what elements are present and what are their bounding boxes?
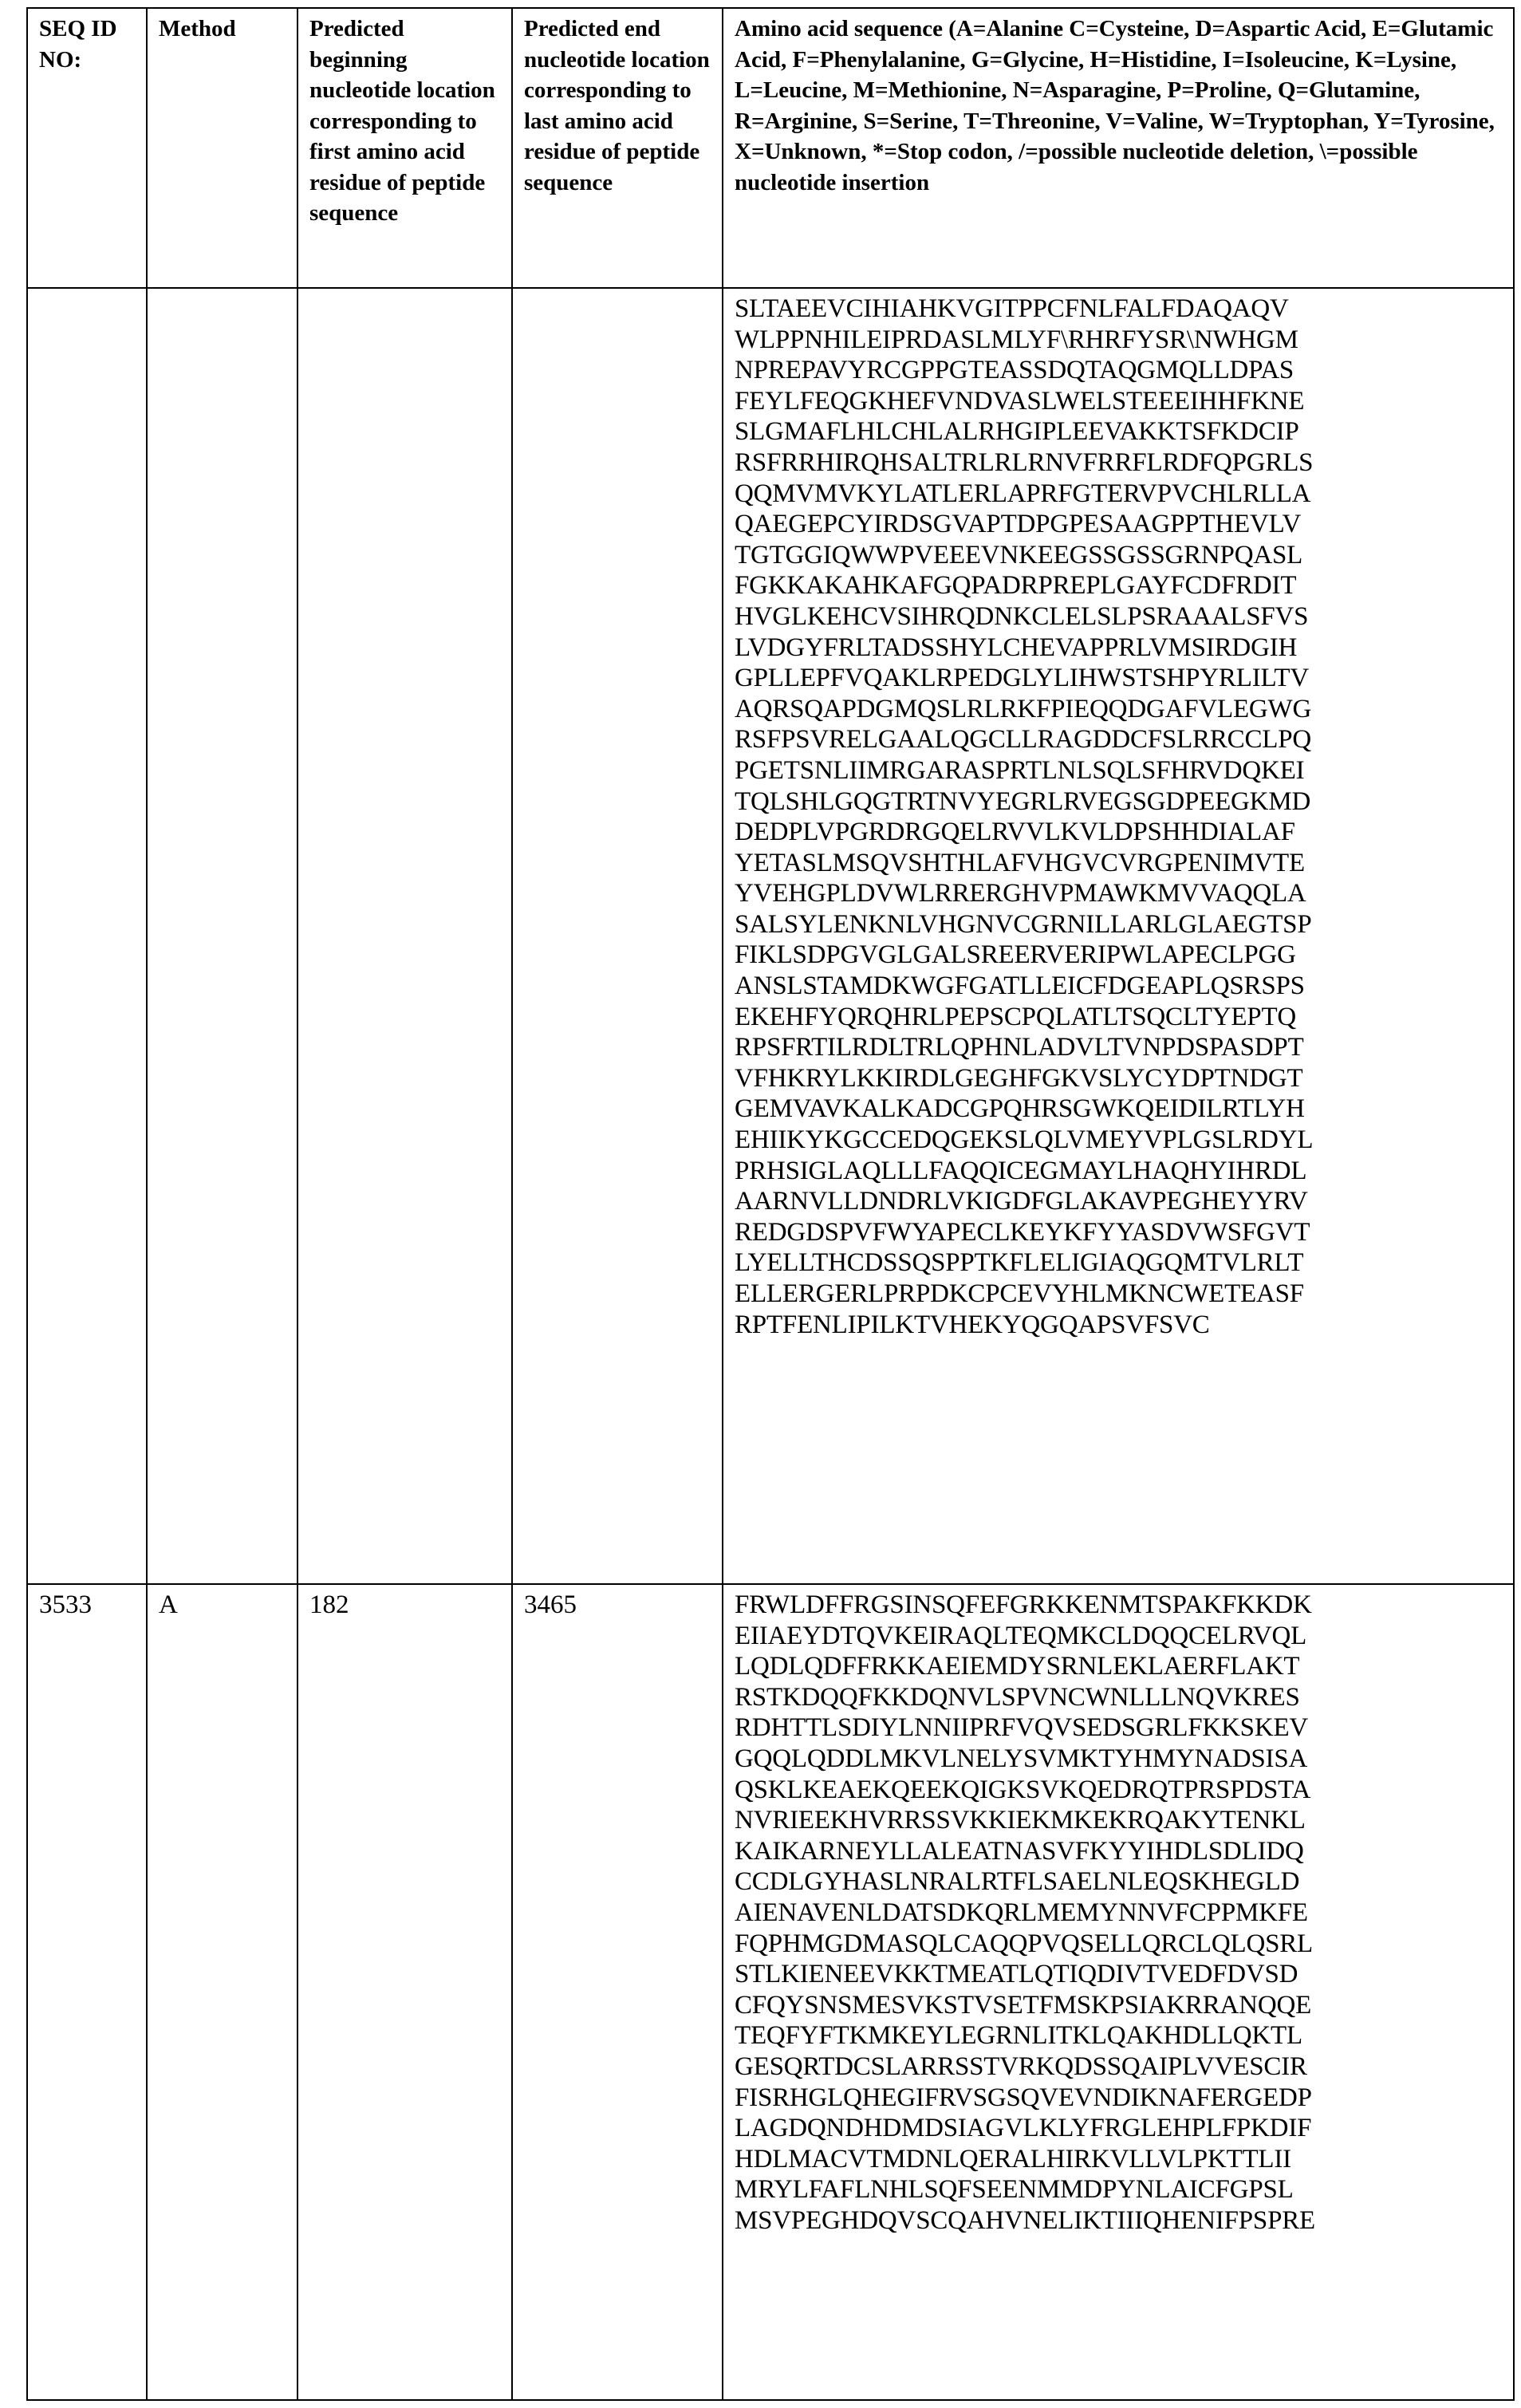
sequence-line: LYELLTHCDSSQSPPTKFLELIGIAQGQMTVLRLT <box>735 1248 1304 1278</box>
sequence-line: QAEGEPCYIRDSGVAPTDPGPESAAGPPTHEVLV <box>735 510 1302 539</box>
header-amino-acid-sequence: Amino acid sequence (A=Alanine C=Cysteine, D=Aspartic Acid, E=Glutamic Acid, F=Phenylalanine, G=Glycine, H=Histidine, I=Isoleucine, K=Lysine, L=Leucine, M=Methionine, N=Asparagine, P=Proline, Q=Glutamine, R=Arginine, S=Serine, T=Threonine, V=Valine, W=Tryptophan, Y=Tyrosine, X=Unknown, *=Stop codon, /=possible nucleotide deletion, \=possible nucleotide insertion <box>723 8 1514 288</box>
cell-seq-id: 3533 <box>27 1584 147 2400</box>
sequence-line: WLPPNHILEIPRDASLMLYF\RHRFYSR\NWHGM <box>735 325 1298 354</box>
sequence-line: AIENAVENLDATSDKQRLMEMYNNVFCPPMKFE <box>735 1898 1308 1927</box>
sequence-line: HDLMACVTMDNLQERALHIRKVLLVLPKTTLII <box>735 2144 1291 2174</box>
sequence-line: QSKLKEAEKQEEKQIGKSVKQEDRQTPRSPDSTA <box>735 1775 1311 1804</box>
cell-method: A <box>147 1584 298 2400</box>
sequence-line: SALSYLENKNLVHGNVCGRNILLARLGLAEGTSP <box>735 909 1312 939</box>
sequence-line: CFQYSNSMESVKSTVSETFMSKPSIAKRRANQQE <box>735 1990 1312 2020</box>
sequence-line: TEQFYFTKMKEYLEGRNLITKLQAKHDLLQKTL <box>735 2021 1302 2051</box>
cell-begin: 182 <box>298 1584 512 2400</box>
cell-sequence <box>723 1584 1514 2400</box>
sequence-line: FEYLFEQGKHEFVNDVASLWELSTEEEIHHFKNE <box>735 386 1305 416</box>
sequence-line: LAGDQNDHDMDSIAGVLKLYFRGLEHPLFPKDIF <box>735 2114 1312 2143</box>
sequence-line: EIIAEYDTQVKEIRAQLTEQMKCLDQQCELRVQL <box>735 1621 1307 1650</box>
sequence-line: YVEHGPLDVWLRRERGHVPMAWKMVVAQQLA <box>735 879 1306 908</box>
sequence-line: GEMVAVKALKADCGPQHRSGWKQEIDILRTLYH <box>735 1094 1305 1124</box>
sequence-line: FGKKAKAHKAFGQPADRPREPLGAYFCDFRDIT <box>735 571 1297 601</box>
sequence-line: VFHKRYLKKIRDLGEGHFGKVSLYCYDPTNDGT <box>735 1063 1303 1093</box>
cell-sequence <box>723 288 1514 1584</box>
sequence-line: FIKLSDPGVGLGALSREERVERIPWLAPECLPGG <box>735 940 1296 970</box>
sequence-line: YETASLMSQVSHTHLAFVHGVCVRGPENIMVTE <box>735 848 1305 877</box>
sequence-line: RSFRRHIRQHSALTRLRLRNVFRRFLRDFQPGRLS <box>735 447 1314 477</box>
sequence-line: RSFPSVRELGAALQGCLLRAGDDCFSLRRCCLPQ <box>735 725 1312 755</box>
table-row <box>27 288 1514 1584</box>
sequence-line: GESQRTDCSLARRSSTVRKQDSSQAIPLVVESCIR <box>735 2051 1307 2081</box>
sequence-line: NPREPAVYRCGPPGTEASSDQTAQGMQLLDPAS <box>735 356 1294 385</box>
table-header-row <box>27 8 1514 288</box>
cell-begin <box>298 288 512 1584</box>
sequence-line: TQLSHLGQGTRTNVYEGRLRVEGSGDPEEGKMD <box>735 786 1311 816</box>
sequence-line: TGTGGIQWWPVEEEVNKEEGSSGSSGRNPQASL <box>735 540 1303 569</box>
sequence-line: FISRHGLQHEGIFRVSGSQVEVNDIKNAFERGEDP <box>735 2083 1312 2112</box>
sequence-line: LVDGYFRLTADSSHYLCHEVAPPRLVMSIRDGIH <box>735 633 1298 662</box>
sequence-table <box>26 7 1515 2401</box>
sequence-line: PGETSNLIIMRGARASPRTLNLSQLSFHRVDQKEI <box>735 755 1305 785</box>
sequence-line: STLKIENEEVKKTMEATLQTIQDIVTVEDFDVSD <box>735 1960 1298 1989</box>
sequence-line: RPSFRTILRDLTRLQPHNLADVLTVNPDSPASDPT <box>735 1033 1304 1062</box>
cell-seq-id <box>27 288 147 1584</box>
cell-end: 3465 <box>512 1584 723 2400</box>
sequence-line: EKEHFYQRQHRLPEPSCPQLATLTSQCLTYEPTQ <box>735 1002 1297 1031</box>
sequence-line: RPTFENLIPILKTVHEKYQGQAPSVFSVC <box>735 1310 1210 1339</box>
sequence-line: SLTAEEVCIHIAHKVGITPPCFNLFALFDAQAQV <box>735 294 1289 323</box>
sequence-line: ELLERGERLPRPDKCPCEVYHLMKNCWETEASF <box>735 1279 1304 1308</box>
cell-end <box>512 288 723 1584</box>
header-end-location: Predicted end nucleotide location corresponding to last amino acid residue of peptide sequence <box>512 8 723 288</box>
sequence-line: KAIKARNEYLLALEATNASVFKYYIHDLSDLIDQ <box>735 1836 1304 1866</box>
header-begin-location: Predicted beginning nucleotide location corresponding to first amino acid residue of peptide sequence <box>298 8 512 288</box>
sequence-line: SLGMAFLHLCHLALRHGIPLEEVAKKTSFKDCIP <box>735 417 1299 447</box>
sequence-line: MRYLFAFLNHLSQFSEENMMDPYNLAICFGPSL <box>735 2175 1294 2205</box>
sequence-line: LQDLQDFFRKKAEIEMDYSRNLEKLAERFLAKT <box>735 1652 1300 1681</box>
header-method: Method <box>147 8 298 288</box>
sequence-line: GPLLEPFVQAKLRPEDGLYLIHWSTSHPYRLILTV <box>735 664 1309 693</box>
sequence-line: EHIIKYKGCCEDQGEKSLQLVMEYVPLGSLRDYL <box>735 1125 1314 1155</box>
sequence-line: AQRSQAPDGMQSLRLRKFPIEQQDGAFVLEGWG <box>735 694 1312 723</box>
sequence-line: RSTKDQQFKKDQNVLSPVNCWNLLLNQVKRES <box>735 1682 1300 1712</box>
sequence-line: PRHSIGLAQLLLFAQQICEGMAYLHAQHYIHRDL <box>735 1156 1307 1185</box>
sequence-line: RDHTTLSDIYLNNIIPRFVQVSEDSGRLFKKSKEV <box>735 1713 1309 1743</box>
sequence-line: CCDLGYHASLNRALRTFLSAELNLEQSKHEGLD <box>735 1867 1300 1897</box>
sequence-line: REDGDSPVFWYAPECLKEYKFYYASDVWSFGVT <box>735 1217 1310 1247</box>
sequence-line: QQMVMVKYLATLERLAPRFGTERVPVCHLRLLA <box>735 479 1311 508</box>
sequence-line: NVRIEEKHVRRSSVKKIEKMKEKRQAKYTENKL <box>735 1806 1306 1835</box>
sequence-line: ANSLSTAMDKWGFGATLLEICFDGEAPLQSRSPS <box>735 971 1305 1001</box>
sequence-line: AARNVLLDNDRLVKIGDFGLAKAVPEGHEYYRV <box>735 1187 1308 1216</box>
sequence-line: FRWLDFFRGSINSQFEFGRKKENMTSPAKFKKDK <box>735 1590 1312 1619</box>
header-seq-id: SEQ ID NO: <box>27 8 147 288</box>
table-row <box>27 1584 1514 2400</box>
sequence-line: MSVPEGHDQVSCQAHVNELIKTIIIQHENIFPSPRE <box>735 2205 1316 2235</box>
sequence-line: GQQLQDDLMKVLNELYSVMKTYHMYNADSISA <box>735 1744 1308 1773</box>
sequence-line: FQPHMGDMASQLCAQQPVQSELLQRCLQLQSRL <box>735 1929 1313 1958</box>
sequence-line: DEDPLVPGRDRGQELRVVLKVLDPSHHDIALAF <box>735 818 1295 847</box>
cell-method <box>147 288 298 1584</box>
sequence-line: HVGLKEHCVSIHRQDNKCLELSLPSRAAALSFVS <box>735 601 1309 631</box>
